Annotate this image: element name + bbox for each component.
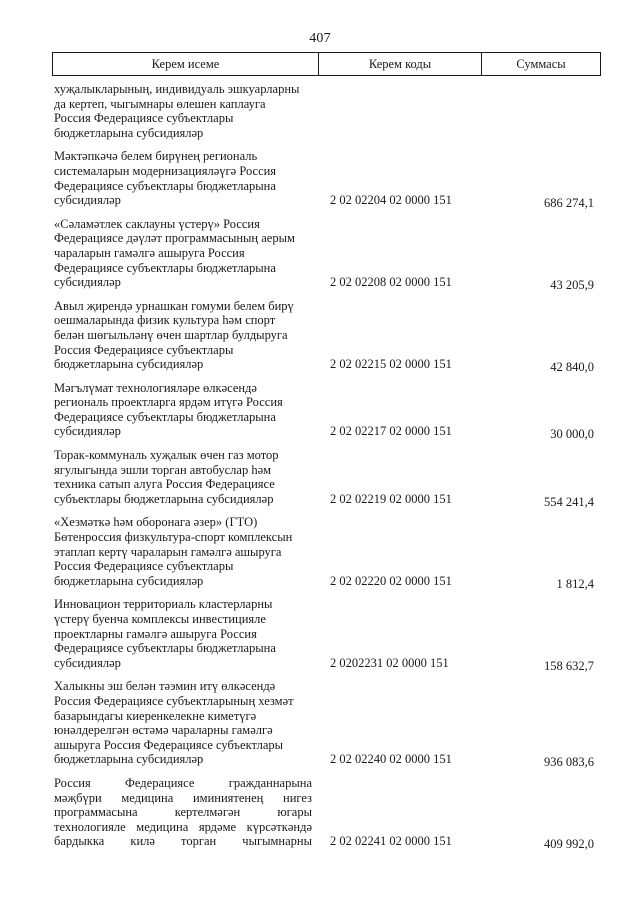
table-row	[54, 216, 604, 293]
row-name: Мәктәпкәчә белем бирүнең региональ системаларын модернизацияләүгә Россия Федерациясе субъектлары бюджетларына субсидияләр	[54, 149, 277, 208]
row-name: «Сәламәтлек саклауны үстерү» Россия Федерациясе дәүләт программасының аерым чараларын гамәлгә ашыруга Россия Федерациясе субъектлары бюджетларына субсидияләр	[54, 216, 295, 290]
row-name: хуҗалыкларының, индивидуаль эшкуарларны да кертеп, чыгымнары өлешен каплауга Россия Федерациясе субъектлары бюджетларына субсидияләр	[54, 82, 300, 140]
table-row	[54, 597, 604, 673]
row-name: Россия Федерациясе гражданнарына мәҗбүри медицина иминиятенең нигез программасына кертелмәгән югары технологияле медицина ярдәме күрсәткәндә бардыкка килә торган чыгымнарны	[54, 775, 312, 849]
table-row	[54, 679, 604, 770]
row-name: Торак-коммуналь хуҗалык өчен газ мотор ягулыгында эшли торган автобуслар һәм техника сатып алуга Россия Федерациясе субъектлары бюджетларына субсидияләр	[54, 448, 279, 506]
table-row	[54, 380, 604, 442]
header-sum-column: Суммасы	[516, 56, 566, 71]
row-sum: 1 812,4	[556, 576, 594, 591]
header-name-column: Керем исеме	[53, 53, 319, 75]
row-name: Авыл җирендә урнашкан гомуми белем бирү оешмаларында физик культура һәм спорт белән шөгыльләнү өчен шартлар булдыруга Россия Федерациясе субъектлары бюджетларына субсидияләр	[54, 298, 294, 372]
row-code: 2 02 02204 02 0000 151	[330, 193, 452, 208]
row-sum: 936 083,6	[544, 755, 594, 770]
row-sum: 554 241,4	[544, 494, 594, 509]
row-name: Халыкны эш белән тәэмин итү өлкәсендә Россия Федерациясе субъектларының хезмәт базарындагы киеренкелекне киметүгә юнәлдерелгән өстәмә чараларны гамәлгә ашыруга Россия Федерациясе субъектлары бюджетларына субсидияләр	[54, 679, 294, 767]
row-code: 2 0202231 02 0000 151	[330, 655, 449, 670]
table-row	[54, 82, 604, 140]
row-name: Мәгълүмат технологияләре өлкәсендә региональ проектларга ярдәм итүгә Россия Федерациясе субъектлары бюджетларына субсидияләр	[54, 380, 283, 439]
row-code: 2 02 02208 02 0000 151	[330, 275, 452, 290]
row-code: 2 02 02220 02 0000 151	[330, 573, 452, 588]
page-number: 407	[309, 31, 331, 46]
row-sum: 43 205,9	[550, 278, 594, 293]
row-sum: 42 840,0	[550, 360, 594, 375]
row-code: 2 02 02217 02 0000 151	[330, 424, 452, 439]
row-code: 2 02 02219 02 0000 151	[330, 491, 452, 506]
table-header	[52, 52, 601, 76]
row-sum: 686 274,1	[544, 196, 594, 211]
table-body	[54, 82, 604, 858]
row-code: 2 02 02215 02 0000 151	[330, 357, 452, 372]
row-code: 2 02 02241 02 0000 151	[330, 834, 452, 849]
row-sum: 409 992,0	[544, 837, 594, 852]
row-sum: 158 632,7	[544, 658, 594, 673]
table-row	[54, 298, 604, 375]
table-row	[54, 149, 604, 211]
row-sum: 30 000,0	[550, 427, 594, 442]
table-row	[54, 775, 604, 852]
row-name: Инновацион территориаль кластерларны үстерү буенча комплексы инвестицияле проектларны гамәлгә ашыруга Россия Федерациясе субъектлары бюджетларына субсидияләр	[54, 597, 276, 670]
row-code: 2 02 02240 02 0000 151	[330, 752, 452, 767]
table-row	[54, 448, 604, 509]
header-code-column: Керем коды	[319, 53, 482, 75]
table-row	[54, 515, 604, 591]
row-name: «Хезмәткә һәм оборонага әзер» (ГТО) Бөтенроссия физкультура-спорт комплексын этаплап кертү чараларын гамәлгә ашыруга Россия Федерациясе субъектлары бюджетларына субсидияләр	[54, 515, 293, 588]
